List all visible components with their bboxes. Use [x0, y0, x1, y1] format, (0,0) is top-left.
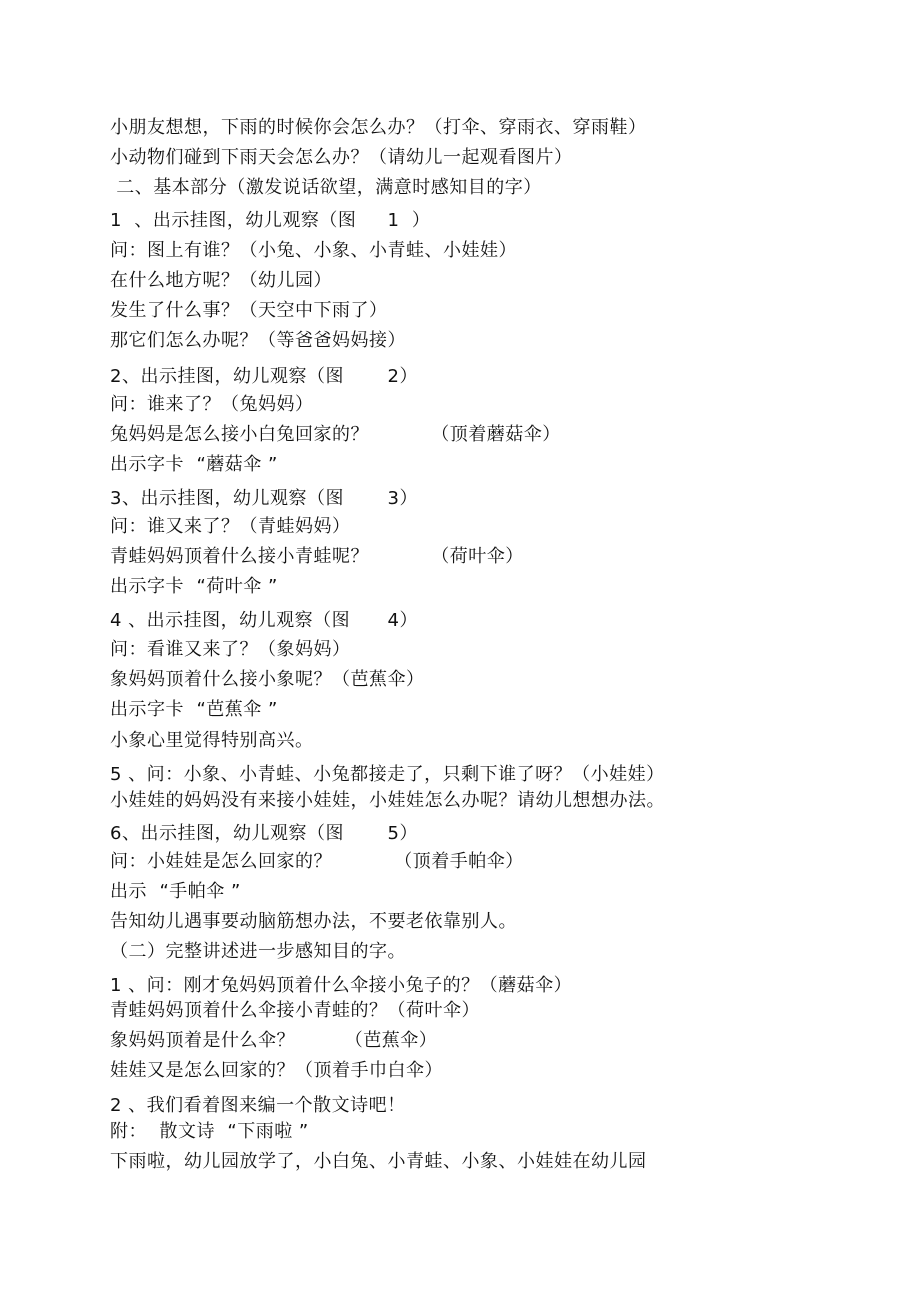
text-line: 问：谁又来了？（青蛙妈妈） — [110, 516, 351, 537]
text-line: 1 、问：刚才兔妈妈顶着什么伞接小兔子的？（蘑菇伞） — [110, 975, 573, 996]
text-line: 问：谁来了？（兔妈妈） — [110, 394, 314, 415]
text-line: 下雨啦，幼儿园放学了，小白兔、小青蛙、小象、小娃娃在幼儿园 — [110, 1151, 647, 1172]
text-line: 出示字卡 “芭蕉伞 ” — [110, 699, 278, 720]
text-line: 象妈妈顶着什么接小象呢？（芭蕉伞） — [110, 669, 425, 690]
text-line: 2、出示挂图，幼儿观察（图 2） — [110, 366, 418, 387]
section-heading: 二、基本部分（激发说话欲望，满意时感知目的字） — [110, 177, 542, 198]
text-line: 附： 散文诗 “下雨啦 ” — [110, 1121, 309, 1142]
text-line: 问：图上有谁？（小兔、小象、小青蛙、小娃娃） — [110, 240, 517, 261]
text-line: 出示字卡 “荷叶伞 ” — [110, 576, 278, 597]
text-line: 5 、问：小象、小青蛙、小兔都接走了，只剩下谁了呀？（小娃娃） — [110, 764, 665, 785]
text-line: 青蛙妈妈顶着什么伞接小青蛙的？（荷叶伞） — [110, 1000, 480, 1021]
text-line: 告知幼儿遇事要动脑筋想办法，不要老依靠别人。 — [110, 911, 517, 932]
text-line: 问：看谁又来了？（象妈妈） — [110, 639, 351, 660]
text-line: 青蛙妈妈顶着什么接小青蛙呢？ （荷叶伞） — [110, 546, 524, 567]
text-line: 兔妈妈是怎么接小白兔回家的？ （顶着蘑菇伞） — [110, 424, 561, 445]
text-line: 4 、出示挂图，幼儿观察（图 4） — [110, 610, 418, 631]
text-line: 出示字卡 “蘑菇伞 ” — [110, 454, 278, 475]
text-line: 发生了什么事？（天空中下雨了） — [110, 300, 388, 321]
text-line: 小朋友想想，下雨的时候你会怎么办？（打伞、穿雨衣、穿雨鞋） — [110, 117, 647, 138]
text-line: 6、出示挂图，幼儿观察（图 5） — [110, 823, 418, 844]
text-line: 3、出示挂图，幼儿观察（图 3） — [110, 488, 418, 509]
text-line: 象妈妈顶着是什么伞？ （芭蕉伞） — [110, 1030, 438, 1051]
text-line: 在什么地方呢？（幼儿园） — [110, 270, 332, 291]
text-line: 出示 “手帕伞 ” — [110, 881, 241, 902]
text-line: 那它们怎么办呢？（等爸爸妈妈接） — [110, 330, 406, 351]
text-line: 2 、我们看着图来编一个散文诗吧！ — [110, 1095, 406, 1116]
text-line: 小动物们碰到下雨天会怎么办？（请幼儿一起观看图片） — [110, 147, 573, 168]
text-line: 问：小娃娃是怎么回家的？ （顶着手帕伞） — [110, 851, 524, 872]
text-line: 小娃娃的妈妈没有来接小娃娃，小娃娃怎么办呢？请幼儿想想办法。 — [110, 790, 665, 811]
section-heading: （二）完整讲述进一步感知目的字。 — [110, 941, 406, 962]
text-line: 小象心里觉得特别高兴。 — [110, 730, 314, 751]
text-line: 1 、出示挂图，幼儿观察（图 1 ） — [110, 210, 431, 231]
text-line: 娃娃又是怎么回家的？（顶着手巾白伞） — [110, 1060, 443, 1081]
